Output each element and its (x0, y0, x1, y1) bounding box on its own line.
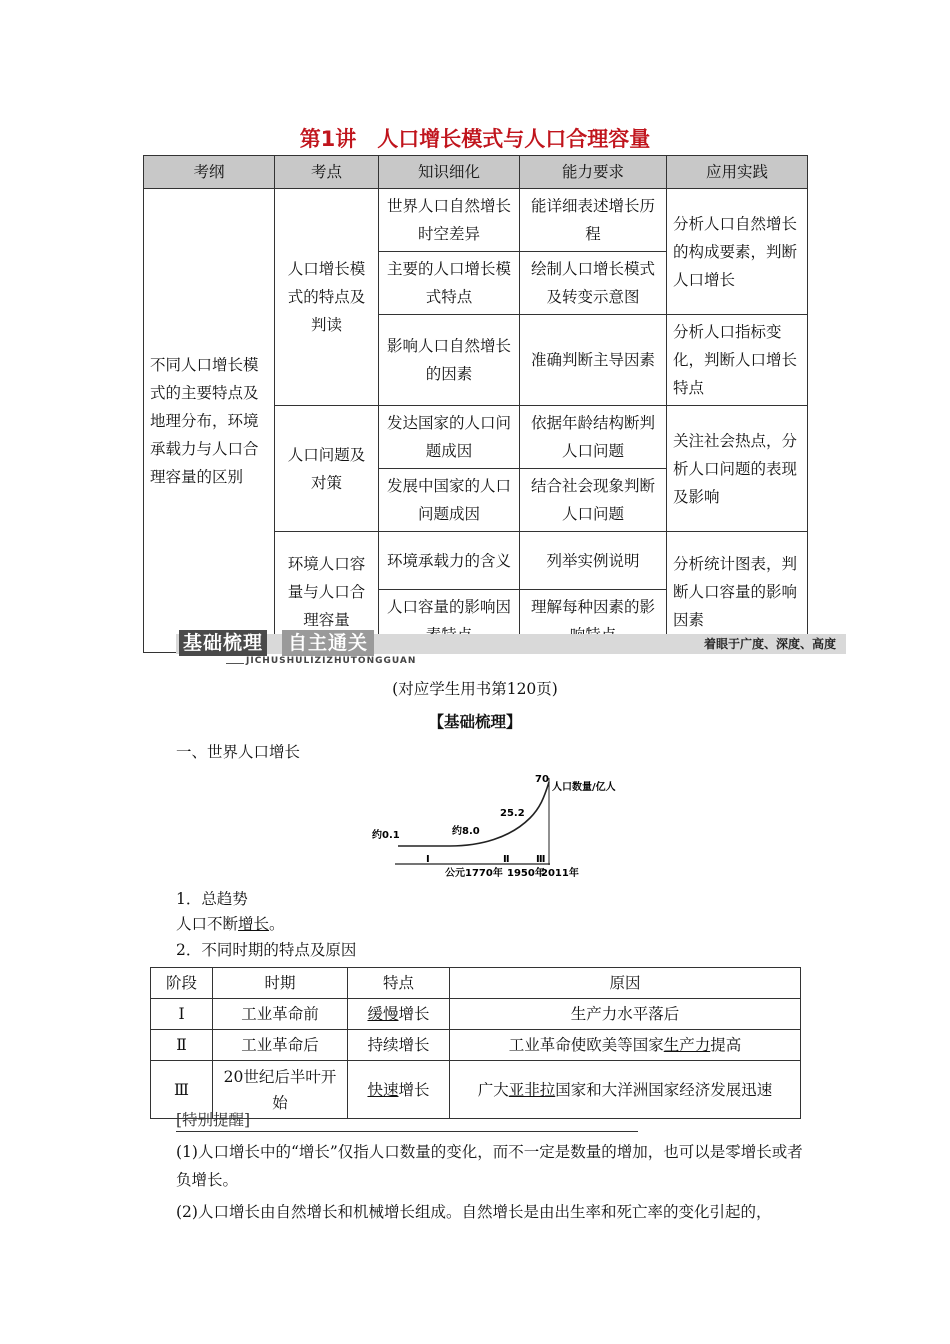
note-divider (176, 1131, 638, 1132)
reason-text: 广大 (477, 1080, 509, 1099)
knowledge-cell: 人口容量的影响因 (379, 590, 520, 653)
knowledge-cell: 环境承载力的含义 (379, 532, 520, 590)
stage-cell: Ⅱ (151, 1030, 213, 1061)
reason-text: 工业革命使欧美等国家 (508, 1036, 664, 1054)
feature-text: 增长 (398, 1080, 430, 1099)
header-kaodian: 考点 (275, 156, 379, 189)
note-title: [特别提醒] (176, 1111, 251, 1129)
practice-cell: 分析人口自然增长的构成要素，判断人口增长 (667, 189, 808, 315)
periods-table (150, 967, 801, 1119)
feature-text: 增长 (398, 1005, 430, 1023)
ability-cell: 能详细表述增长历程 (520, 189, 667, 252)
knowledge-cell: 发展中国家的人口问题成因 (379, 469, 520, 532)
point-label: 25.2 (500, 808, 525, 819)
kaogang-cell: 不同人口增长模式的主要特点及地理分布，环境承载力与人口合理容量的区别 (144, 189, 275, 653)
knowledge-cell: 发达国家的人口问题成因 (379, 406, 520, 469)
period-cell: 20世纪后半叶开始 (213, 1061, 348, 1119)
section-banner (176, 630, 846, 666)
feature-cell: 持续增长 (348, 1030, 450, 1061)
reason-cell: 生产力水平落后 (450, 999, 801, 1030)
item1-post: 。 (269, 915, 285, 933)
reason-text: 国家和大洋洲国家经济发展迅速 (555, 1080, 773, 1099)
point-label: 约0.1 (372, 830, 400, 841)
kaodian-cell: 环境人口容量与人口合理容量 (275, 532, 379, 653)
practice-cell: 关注社会热点，分析人口问题的表现及影响 (667, 406, 808, 532)
periods-header: 特点 (348, 968, 450, 999)
note-paragraph-2: (2)人口增长由自然增长和机械增长组成。自然增长是由出生率和死亡率的变化引起的， (176, 1203, 772, 1221)
outline-header-row (144, 156, 808, 189)
practice-cell: 分析人口指标变化，判断人口增长特点 (667, 315, 808, 406)
reason-cell (450, 1061, 801, 1119)
feature-answer: 快速 (367, 1080, 399, 1099)
ability-cell: 依据年龄结构断判人口问题 (520, 406, 667, 469)
banner-label-sub: 自主通关 (282, 630, 374, 656)
stage-cell: Ⅲ (151, 1061, 213, 1119)
stage-label: Ⅲ (536, 854, 546, 865)
practice-cell: 分析统计图表，判断人口容量的影响因素 (667, 532, 808, 653)
stage-label: Ⅱ (503, 854, 510, 865)
header-ability: 能力要求 (520, 156, 667, 189)
page-reference: (对应学生用书第120页) (392, 680, 558, 698)
knowledge-cell: 世界人口自然增长时空差异 (379, 189, 520, 252)
feature-cell (348, 1061, 450, 1119)
item1-title: 1．总趋势 (176, 890, 248, 908)
ability-cell: 绘制人口增长模式及转变示意图 (520, 252, 667, 315)
x-tick-label: 1950年 (507, 868, 545, 879)
banner-rule (226, 663, 244, 664)
header-knowledge: 知识细化 (379, 156, 520, 189)
reason-text: 提高 (710, 1036, 742, 1054)
periods-header: 时期 (213, 968, 348, 999)
x-tick-label: 2011年 (541, 868, 579, 879)
page-title: 第1讲 人口增长模式与人口合理容量 (299, 127, 651, 151)
banner-slogan: 着眼于广度、深度、高度 (703, 637, 836, 651)
periods-header: 原因 (450, 968, 801, 999)
stage-label: Ⅰ (426, 854, 430, 865)
y-axis-label: 人口数量/亿人 (552, 782, 616, 793)
section-label: 【基础梳理】 (428, 712, 522, 731)
reason-answer: 生产力 (663, 1036, 711, 1054)
heading-world-population: 一、世界人口增长 (176, 743, 301, 761)
banner-label-main: 基础梳理 (179, 630, 267, 656)
point-label: 约8.0 (452, 826, 480, 837)
banner-pinyin: JICHUSHULIZIZHUTONGGUAN (246, 656, 417, 666)
item2-title: 2．不同时期的特点及原因 (176, 941, 357, 959)
header-practice: 应用实践 (667, 156, 808, 189)
feature-cell (348, 999, 450, 1030)
ability-cell: 结合社会现象判断人口问题 (520, 469, 667, 532)
feature-answer: 缓慢 (367, 1005, 399, 1023)
knowledge-cell: 影响人口自然增长的因素 (379, 315, 520, 406)
stage-cell: Ⅰ (151, 999, 213, 1030)
ability-cell: 列举实例说明 (520, 532, 667, 590)
header-kaogang: 考纲 (144, 156, 275, 189)
outline-table (143, 155, 808, 653)
period-cell: 工业革命前 (213, 999, 348, 1030)
periods-header: 阶段 (151, 968, 213, 999)
population-chart (360, 768, 620, 883)
note-paragraph-1: (1)人口增长中的“增长”仅指人口数量的变化，而不一定是数量的增加，也可以是零增长或者负增长。 (176, 1143, 803, 1189)
item1-pre: 人口不断 (176, 915, 239, 933)
item1-text (176, 910, 285, 938)
period-cell: 工业革命后 (213, 1030, 348, 1061)
reason-answer: 亚非拉 (508, 1080, 556, 1099)
kaodian-cell: 人口问题及对策 (275, 406, 379, 532)
ability-cell: 理解每种因素的影 (520, 590, 667, 653)
x-tick-label: 公元1770年 (445, 868, 503, 879)
reason-cell (450, 1030, 801, 1061)
point-label: 70 (535, 774, 549, 785)
item1-answer: 增长 (238, 915, 270, 933)
kaodian-cell: 人口增长模式的特点及判读 (275, 189, 379, 406)
ability-cell: 准确判断主导因素 (520, 315, 667, 406)
knowledge-cell: 主要的人口增长模式特点 (379, 252, 520, 315)
